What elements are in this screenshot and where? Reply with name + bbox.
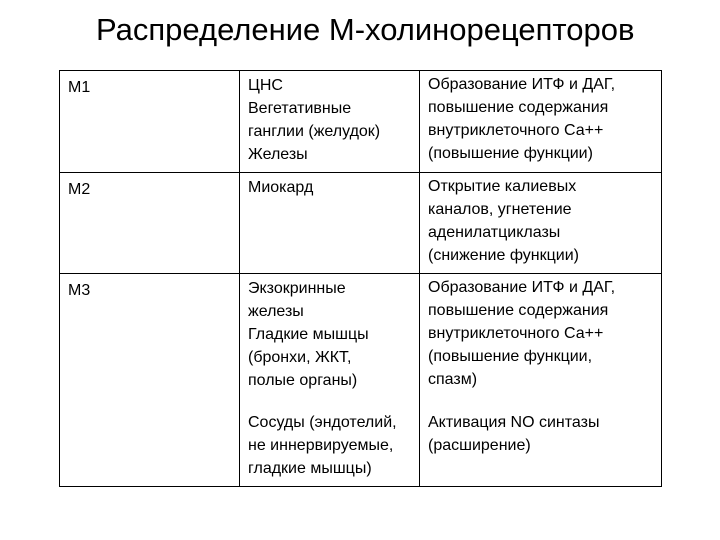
- effect-line: повышение содержания: [428, 302, 609, 319]
- location-line: Миокард: [248, 179, 314, 196]
- effect-cell: [420, 274, 662, 393]
- effect-cell: [420, 71, 662, 173]
- location-line: Экзокринные: [248, 280, 346, 297]
- effect-line: внутриклеточного Са++: [428, 122, 604, 139]
- effect-line: спазм): [428, 371, 478, 388]
- effect-line: аденилатциклазы: [428, 224, 561, 241]
- effect-line: Активация NO синтазы: [428, 414, 600, 431]
- location-cell: [240, 173, 420, 274]
- location-line: Сосуды (эндотелий,: [248, 414, 397, 431]
- receptor-cell: [60, 173, 240, 274]
- receptor-label: М3: [68, 282, 91, 299]
- location-line: Железы: [248, 146, 308, 163]
- effect-line: (снижение функции): [428, 247, 580, 264]
- location-line: Гладкие мышцы: [248, 326, 369, 343]
- location-line: ЦНС: [248, 77, 283, 94]
- location-line: (бронхи, ЖКТ,: [248, 349, 352, 366]
- location-cell: [240, 274, 420, 393]
- location-line: ганглии (желудок): [248, 123, 381, 140]
- effect-line: Образование ИТФ и ДАГ,: [428, 279, 616, 296]
- effect-cell: [420, 392, 662, 487]
- effect-line: каналов, угнетение: [428, 201, 572, 218]
- location-cell: [240, 392, 420, 487]
- slide-title: Распределение М-холинорецепторов: [96, 12, 635, 47]
- receptor-label: М2: [68, 181, 91, 198]
- effect-line: (повышение функции): [428, 145, 593, 162]
- receptor-label: М1: [68, 79, 91, 96]
- location-line: не иннервируемые,: [248, 437, 394, 454]
- table-row-m1: [60, 71, 662, 173]
- effect-line: (расширение): [428, 437, 531, 454]
- location-line: Вегетативные: [248, 100, 352, 117]
- location-cell: [240, 71, 420, 173]
- receptor-cell: [60, 71, 240, 173]
- effect-line: повышение содержания: [428, 99, 609, 116]
- effect-line: (повышение функции,: [428, 348, 593, 365]
- effect-cell: [420, 173, 662, 274]
- table-row-m2: [60, 173, 662, 274]
- table-row-m3: [60, 274, 662, 393]
- effect-line: внутриклеточного Са++: [428, 325, 604, 342]
- location-line: железы: [248, 303, 304, 320]
- receptor-table: [59, 70, 662, 487]
- location-line: полые органы): [248, 372, 358, 389]
- effect-line: Образование ИТФ и ДАГ,: [428, 76, 616, 93]
- effect-line: Открытие калиевых: [428, 178, 577, 195]
- receptor-cell: [60, 274, 240, 487]
- location-line: гладкие мышцы): [248, 460, 372, 477]
